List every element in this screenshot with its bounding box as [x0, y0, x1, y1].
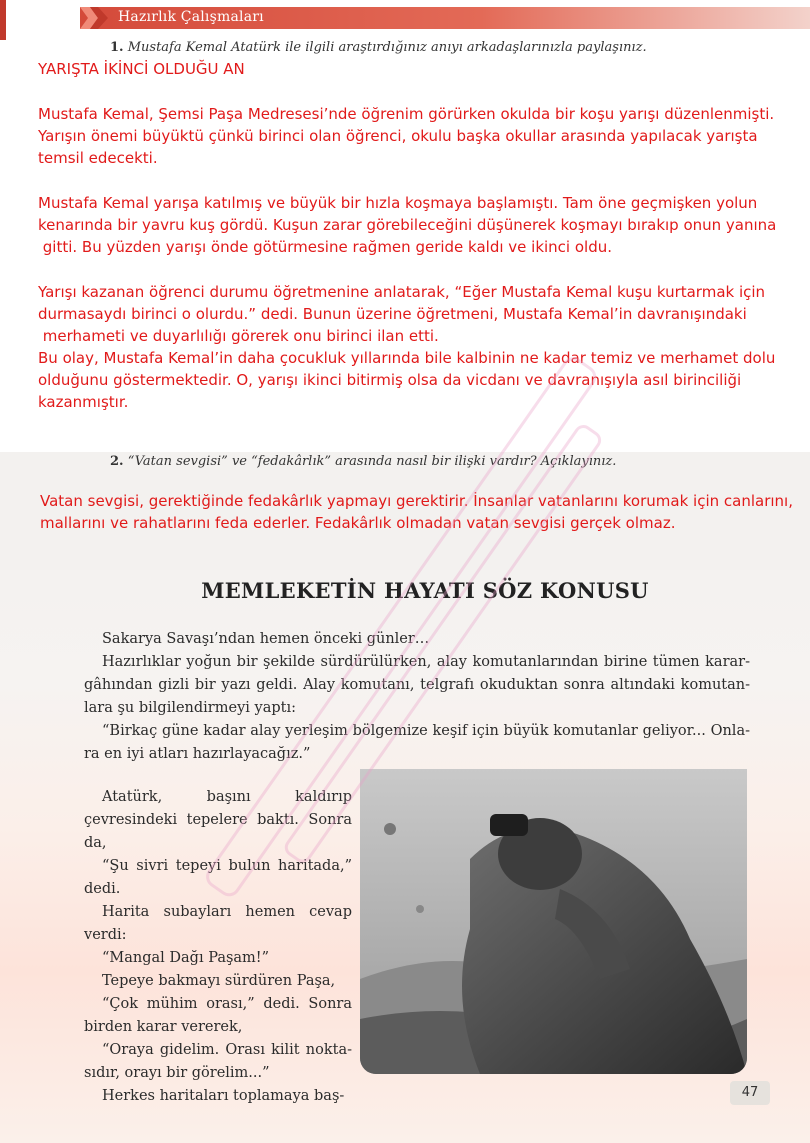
- story-paragraph: Harita subayları hemen cevap verdi:: [84, 904, 352, 943]
- story-paragraph: “Çok mühim orası,” dedi. Sonra birden karar vererek,: [84, 996, 352, 1035]
- section-title: Hazırlık Çalışmaları: [118, 9, 264, 25]
- question-1-number: 1.: [110, 40, 124, 55]
- story-paragraph: Herkes haritaları toplamaya baş-: [102, 1088, 345, 1104]
- answer-2-line: Vatan sevgisi, gerektiğinde fedakârlık yapmayı gerektirir. İnsanlar vatanlarını korumak için canlarını,: [40, 492, 793, 510]
- story-paragraph: Tepeye bakmayı sürdüren Paşa,: [102, 973, 336, 989]
- left-accent-bar: [0, 0, 6, 40]
- story-paragraph: Hazırlıklar yoğun bir şekilde sürdürülürken, alay komutanlarından birine tümen karargâhından gizli bir yazı geldi. Alay komutanı, telgrafı okuduktan sonra altındaki komutanlara şu bilgilendirmeyi yaptı:: [84, 654, 750, 716]
- question-1: [110, 40, 647, 55]
- question-2-text: “Vatan sevgisi” ve “fedakârlık” arasında nasıl bir ilişki vardır? Açıklayınız.: [127, 454, 617, 469]
- answer-1-line: temsil edecekti.: [38, 149, 158, 167]
- answer-1-line: Mustafa Kemal yarışa katılmış ve büyük bir hızla koşmaya başlamıştı. Tam öne geçmişken yolun: [38, 194, 758, 212]
- question-2: [110, 454, 616, 469]
- answer-1-line: Mustafa Kemal, Şemsi Paşa Medresesi’nde öğrenim görürken okulda bir koşu yarışı düzenlenmişti.: [38, 105, 775, 123]
- story-paragraph: “Mangal Dağı Paşam!”: [102, 950, 270, 966]
- answer-1-line: gitti. Bu yüzden yarışı önde götürmesine rağmen geride kaldı ve ikinci oldu.: [38, 238, 613, 256]
- page-number: 47: [730, 1081, 770, 1105]
- story-paragraph: Sakarya Savaşı’ndan hemen önceki günler…: [102, 631, 430, 647]
- question-2-number: 2.: [110, 454, 124, 469]
- answer-2-line: mallarını ve rahatlarını feda ederler. Fedakârlık olmadan vatan sevgisi gerçek olmaz.: [40, 514, 676, 532]
- story-left-column: [84, 786, 352, 1108]
- answer-1-line: Yarışın önemi büyüktü çünkü birinci olan öğrenci, okulu başka okullar arasında yapılacak yarışta: [38, 127, 758, 145]
- answer-1-line: Yarışı kazanan öğrenci durumu öğretmenine anlatarak, “Eğer Mustafa Kemal kuşu kurtarmak için: [38, 283, 766, 301]
- chevron-arrows-icon: [80, 7, 110, 29]
- answer-1-line: kazanmıştır.: [38, 393, 129, 411]
- answer-1-title: YARIŞTA İKİNCİ OLDUĞU AN: [38, 60, 245, 78]
- answer-1-line: durmasaydı birinci o olurdu.” dedi. Bunun üzerine öğretmeni, Mustafa Kemal’in davranışındaki: [38, 305, 747, 323]
- answer-1-line: merhameti ve duyarlılığı görerek onu birinci ilan etti.: [38, 327, 439, 345]
- story-paragraph: “Şu sivri tepeyi bulun haritada,” dedi.: [84, 858, 352, 897]
- story-title: MEMLEKETİN HAYATI SÖZ KONUSU: [201, 578, 649, 603]
- story-intro: [84, 628, 750, 766]
- answer-1-line: olduğunu göstermektedir. O, yarışı ikinci bitirmiş olsa da vicdanı ve davranışıyla asıl birinciliği: [38, 371, 742, 389]
- question-1-text: Mustafa Kemal Atatürk ile ilgili araştırdığınız anıyı arkadaşlarınızla paylaşınız.: [127, 40, 647, 55]
- story-paragraph: “Oraya gidelim. Orası kilit noktasıdır, orayı bir görelim...”: [84, 1042, 352, 1081]
- story-paragraph: “Birkaç güne kadar alay yerleşim bölgemize keşif için büyük komutanlar geliyor... Onlara en iyi atları hazırlayacağız.”: [84, 723, 750, 762]
- answer-1-line: Bu olay, Mustafa Kemal’in daha çocukluk yıllarında bile kalbinin ne kadar temiz ve merhamet dolu: [38, 349, 776, 367]
- answer-1-line: kenarında bir yavru kuş gördü. Kuşun zarar görebileceğini düşünerek koşmayı bırakıp onun yanına: [38, 216, 777, 234]
- story-paragraph: Atatürk, başını kaldırıp çevresindeki tepelere baktı. Sonra da,: [84, 789, 352, 851]
- historical-photo: [360, 769, 747, 1074]
